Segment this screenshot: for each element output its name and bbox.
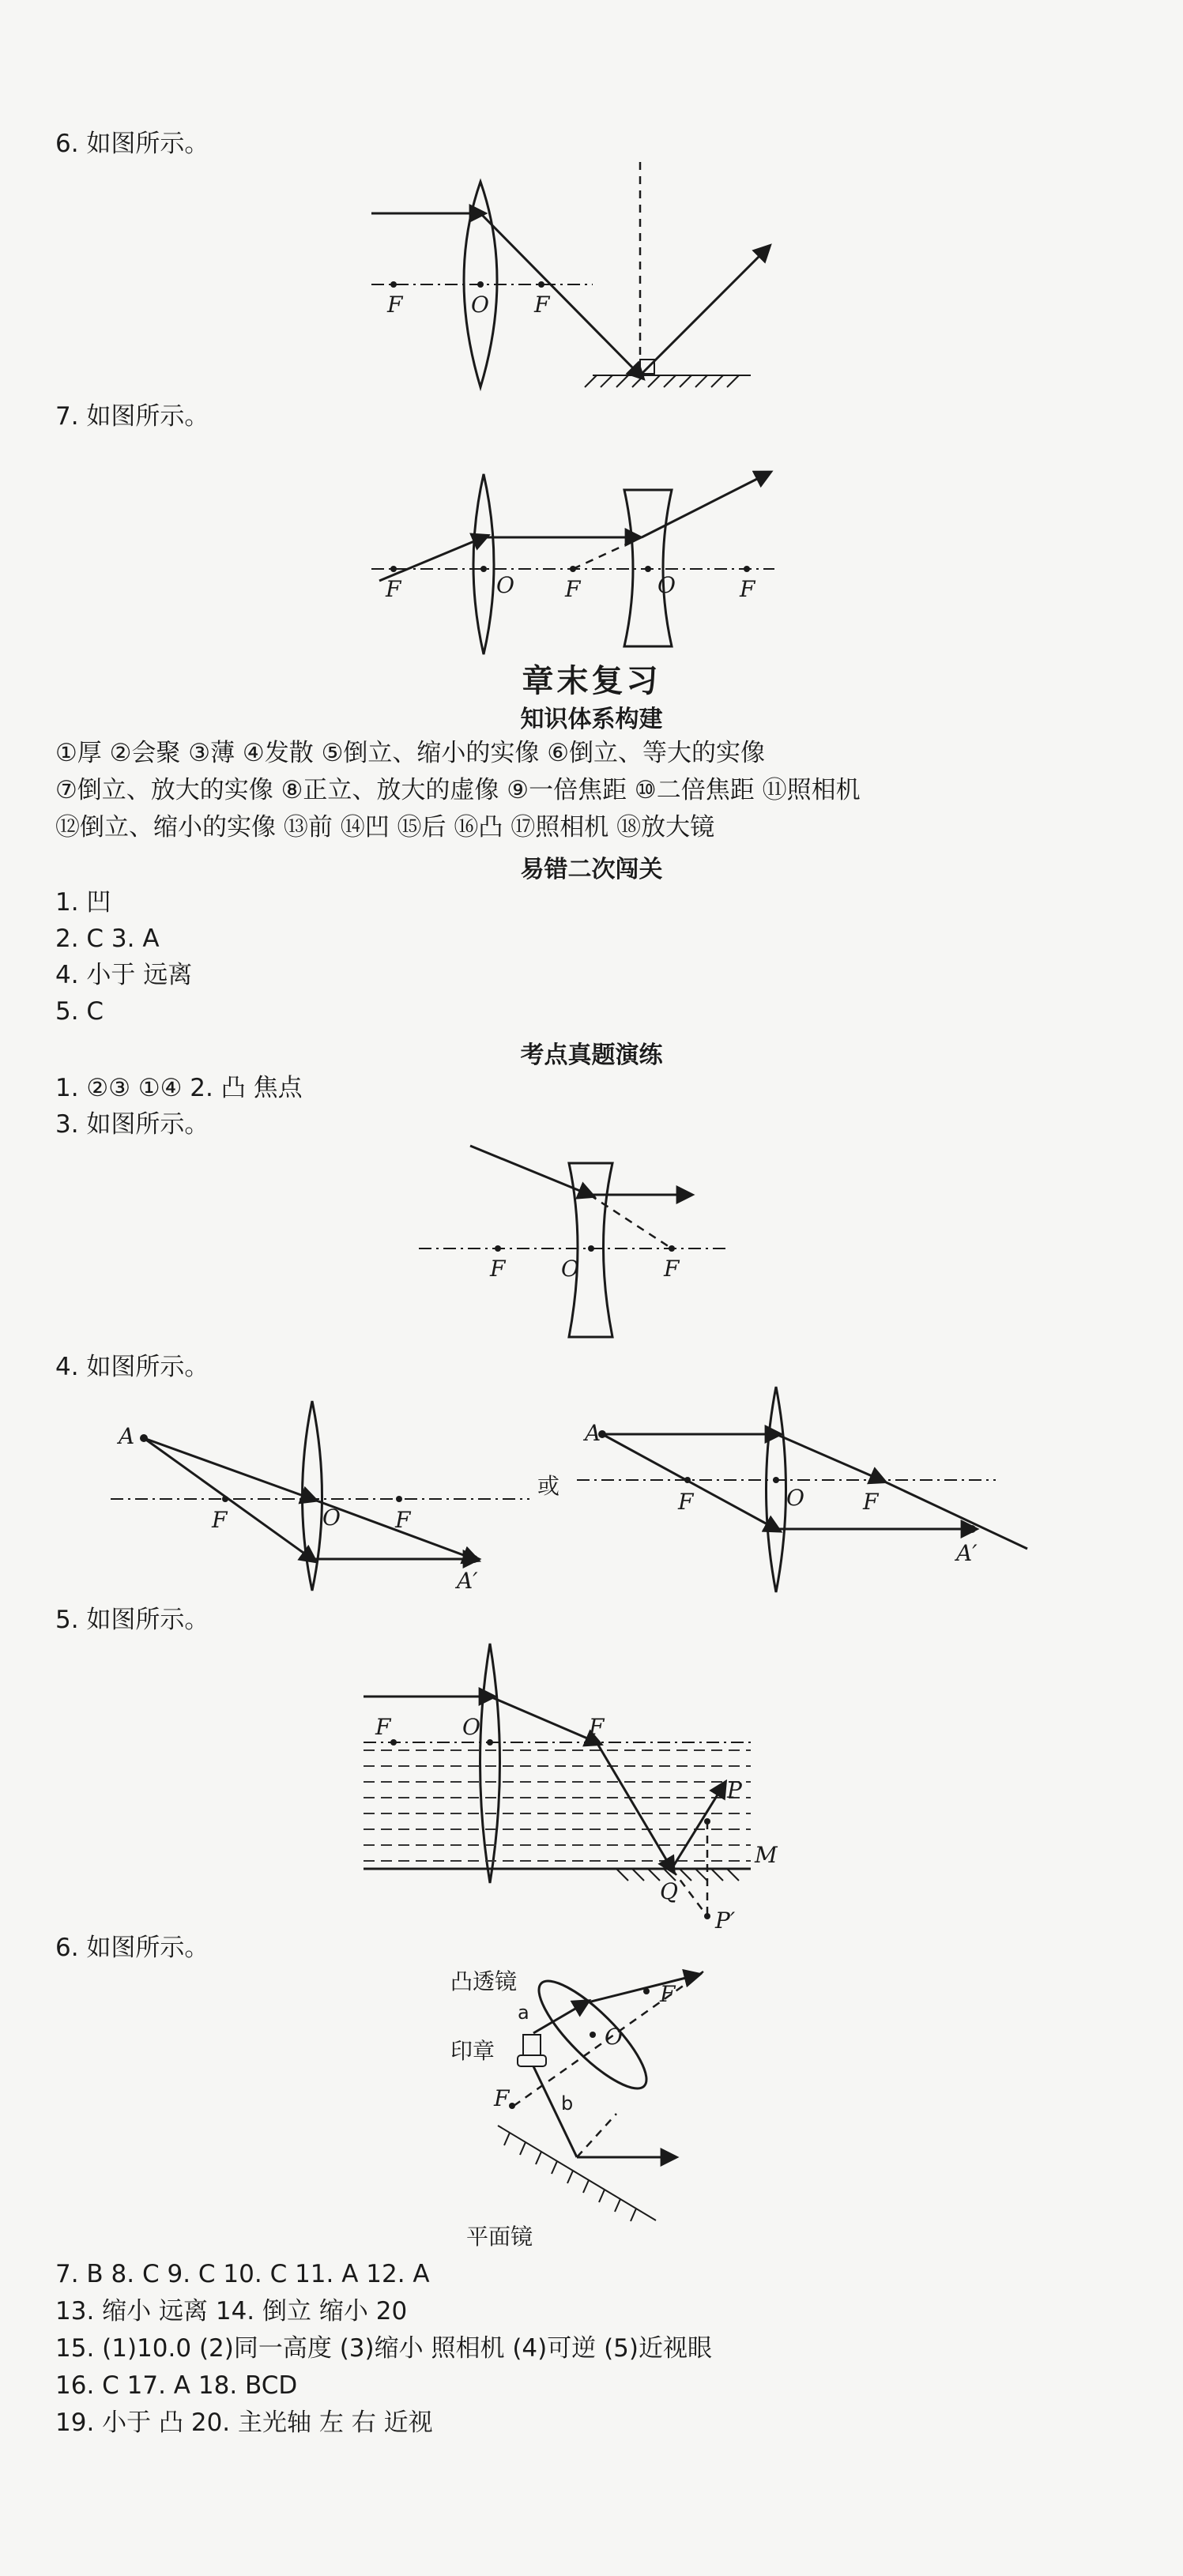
optical-center-label: O xyxy=(322,1505,341,1531)
ray-a-label: a xyxy=(518,2002,529,2024)
image-point-label: A′ xyxy=(956,1540,978,1566)
exam-answer-line: 13. 缩小 远离 14. 倒立 缩小 20 xyxy=(55,2297,408,2326)
knowledge-line: ⑫倒立、缩小的实像 ⑬前 ⑭凹 ⑮后 ⑯凸 ⑰照相机 ⑱放大镜 xyxy=(55,813,715,842)
focal-point-label: F xyxy=(494,2085,510,2111)
svg-text:或: 或 xyxy=(537,1473,560,1499)
focal-point-label: F xyxy=(589,1714,605,1740)
exam-answer-line: 16. C 17. A 18. BCD xyxy=(55,2371,298,2400)
exam-answer-line: 15. (1)10.0 (2)同一高度 (3)缩小 照相机 (4)可逆 (5)近视眼 xyxy=(55,2334,713,2363)
exam-answer-line: 7. B 8. C 9. C 10. C 11. A 12. A xyxy=(55,2260,430,2288)
point-label: A xyxy=(119,1423,135,1449)
section-heading-knowledge: 知识体系构建 xyxy=(520,706,663,733)
focal-point-label: F xyxy=(387,292,403,318)
figure-q7-convex-concave-lens xyxy=(364,435,790,664)
optical-center-label: O xyxy=(657,572,676,598)
question-4-label: 4. 如图所示。 xyxy=(55,1353,209,1381)
question-3-label: 3. 如图所示。 xyxy=(55,1110,209,1139)
focal-point-label: F xyxy=(212,1507,228,1533)
optical-center-label: O xyxy=(496,572,514,598)
question-7-label: 7. 如图所示。 xyxy=(55,402,209,431)
focal-point-label: F xyxy=(678,1489,694,1515)
error-answer-line: 5. C xyxy=(55,997,104,1026)
exam-answer-line: 19. 小于 凸 20. 主光轴 左 右 近视 xyxy=(55,2408,433,2437)
figure-q5-lens-water-mirror xyxy=(356,1632,798,1932)
section-heading-exam: 考点真题演练 xyxy=(520,1041,663,1069)
point-label: M xyxy=(755,1842,778,1868)
section-heading-errors: 易错二次闯关 xyxy=(520,856,663,883)
point-label: Q xyxy=(660,1878,678,1904)
seal-label: 印章 xyxy=(450,2038,495,2064)
optical-center-label: O xyxy=(471,292,489,318)
error-answer-line: 4. 小于 远离 xyxy=(55,961,193,989)
ray-b-label: b xyxy=(561,2092,574,2115)
optical-center-label: O xyxy=(786,1485,804,1511)
knowledge-line: ⑦倒立、放大的实像 ⑧正立、放大的虚像 ⑨一倍焦距 ⑩二倍焦距 ⑪照相机 xyxy=(55,776,861,804)
focal-point-label: F xyxy=(863,1489,879,1515)
optical-center-label: O xyxy=(605,2024,623,2050)
or-label xyxy=(537,1470,569,1501)
focal-point-label: F xyxy=(565,576,581,602)
optical-center-label: O xyxy=(561,1256,579,1282)
plane-mirror-label: 平面镜 xyxy=(466,2224,533,2250)
focal-point-label: F xyxy=(395,1507,411,1533)
figure-q4-right xyxy=(569,1379,1027,1608)
image-point-label: P′ xyxy=(715,1908,736,1934)
question-6-label: 6. 如图所示。 xyxy=(55,1934,209,1962)
focal-point-label: F xyxy=(664,1256,680,1282)
focal-point-label: F xyxy=(375,1714,391,1740)
chapter-title: 章末复习 xyxy=(522,662,661,699)
point-label: A xyxy=(585,1420,601,1446)
focal-point-label: F xyxy=(740,576,755,602)
knowledge-line: ①厚 ②会聚 ③薄 ④发散 ⑤倒立、缩小的实像 ⑥倒立、等大的实像 xyxy=(55,739,766,767)
figure-q6-convex-lens-mirror xyxy=(356,162,798,391)
question-6-label: 6. 如图所示。 xyxy=(55,130,209,158)
figure-q3-concave-lens xyxy=(411,1130,743,1343)
focal-point-label: F xyxy=(490,1256,506,1282)
optical-center-label: O xyxy=(462,1714,480,1740)
error-answer-line: 1. 凹 xyxy=(55,888,111,917)
focal-point-label: F xyxy=(534,292,550,318)
exam-answer-line: 1. ②③ ①④ 2. 凸 焦点 xyxy=(55,1074,303,1102)
focal-point-label: F xyxy=(660,1981,676,2007)
image-point-label: A′ xyxy=(457,1568,478,1594)
figure-q4-left xyxy=(103,1387,545,1600)
focal-point-label: F xyxy=(386,576,401,602)
figure-q6-seal-lens-mirror xyxy=(450,1956,814,2264)
error-answer-line: 2. C 3. A xyxy=(55,925,160,953)
question-5-label: 5. 如图所示。 xyxy=(55,1606,209,1634)
convex-lens-label: 凸透镜 xyxy=(450,1968,518,1994)
water-lines xyxy=(364,1750,751,1861)
point-label: P xyxy=(727,1777,742,1803)
